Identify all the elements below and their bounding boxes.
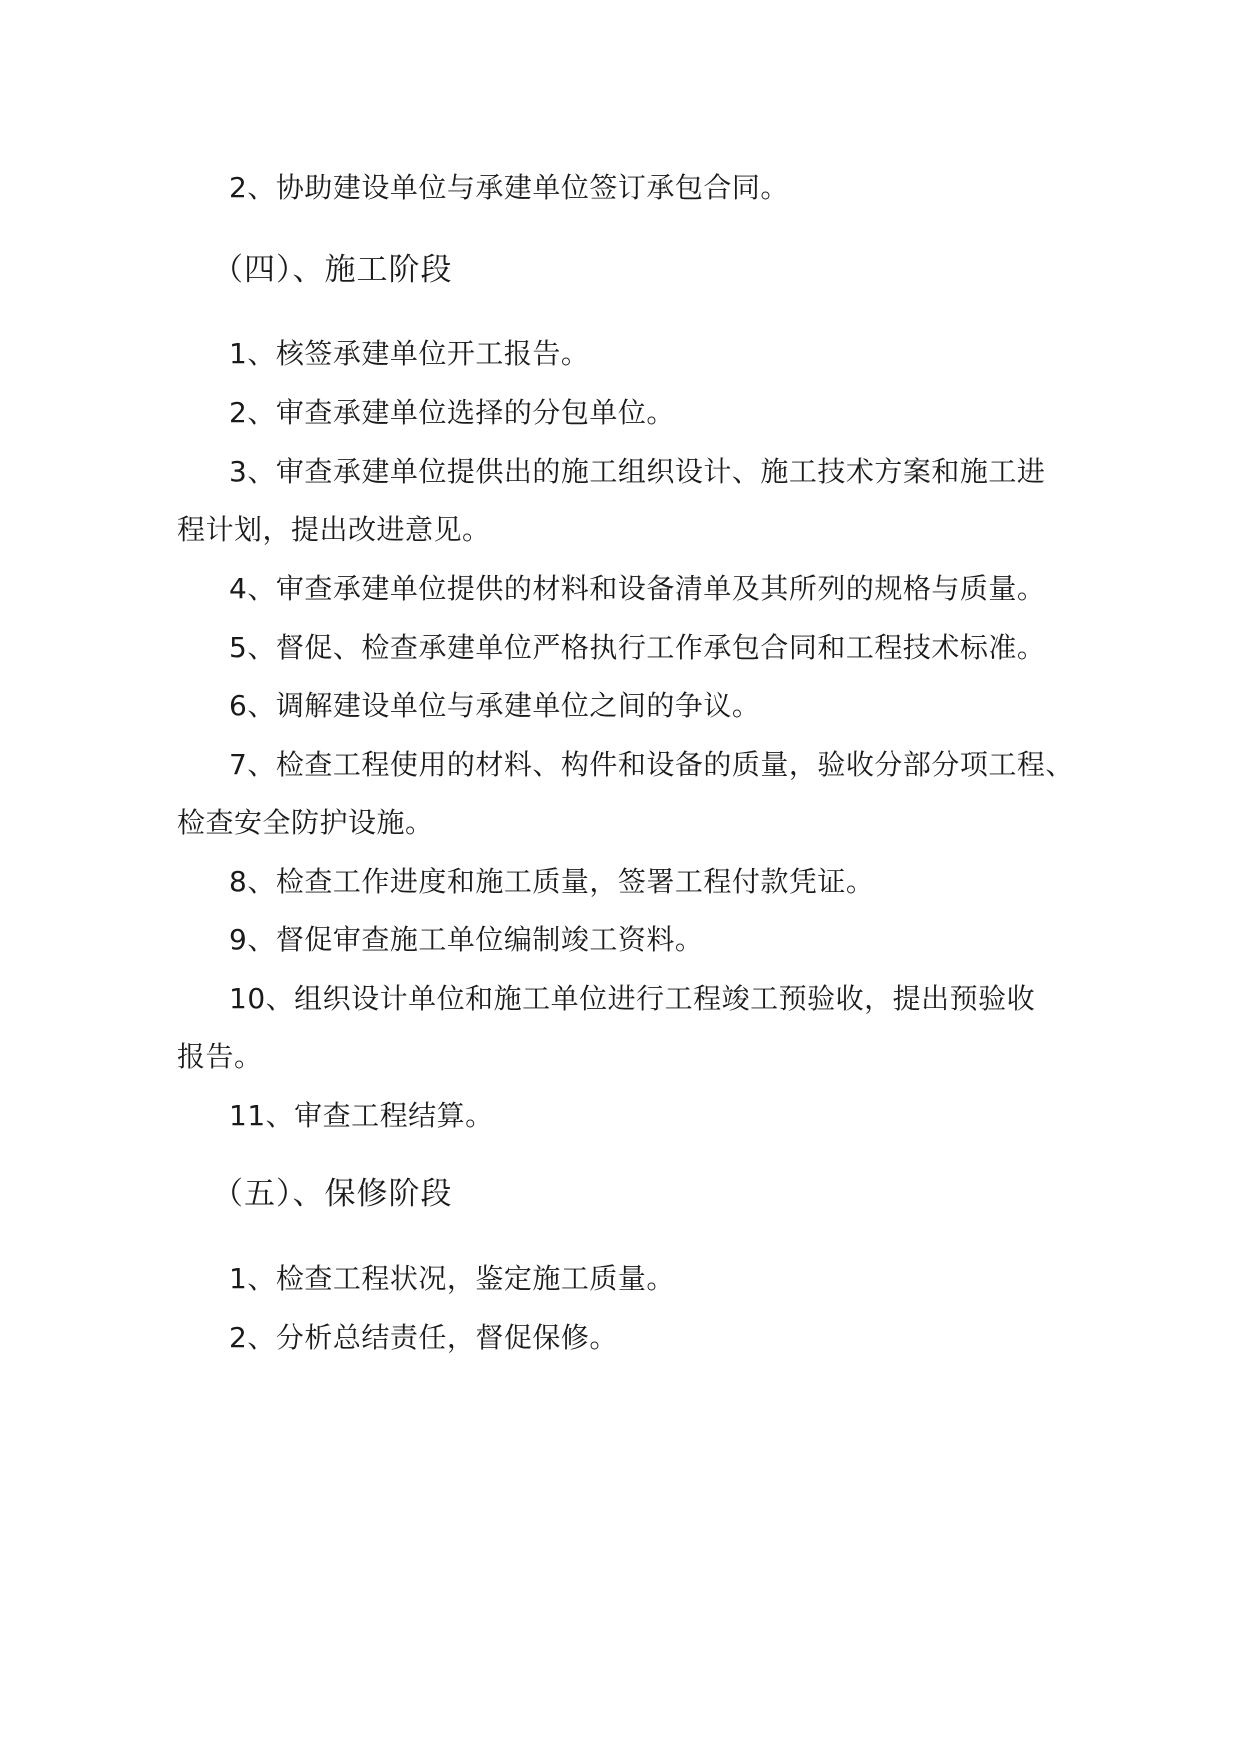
section4-item-8: 8、检查工作进度和施工质量，签署工程付款凭证。 bbox=[229, 865, 875, 898]
section5-item-2: 2、分析总结责任，督促保修。 bbox=[229, 1321, 618, 1354]
section4-item-7-cont: 检查安全防护设施。 bbox=[177, 806, 434, 839]
section5-heading: （五）、保修阶段 bbox=[212, 1176, 453, 1212]
section4-item-10: 10、组织设计单位和施工单位进行工程竣工预验收，提出预验收 bbox=[229, 982, 1036, 1015]
section4-item-4: 4、审查承建单位提供的材料和设备清单及其所列的规格与质量。 bbox=[229, 572, 1046, 605]
section4-heading: （四）、施工阶段 bbox=[212, 252, 453, 288]
section4-item-3-cont: 程计划，提出改进意见。 bbox=[177, 513, 491, 546]
section3-item-2: 2、协助建设单位与承建单位签订承包合同。 bbox=[229, 171, 789, 204]
section4-item-3: 3、审查承建单位提供出的施工组织设计、施工技术方案和施工进 bbox=[229, 455, 1046, 488]
section4-item-10-cont: 报告。 bbox=[177, 1040, 263, 1073]
section4-item-11: 11、审查工程结算。 bbox=[229, 1099, 494, 1132]
section4-item-9: 9、督促审查施工单位编制竣工资料。 bbox=[229, 923, 704, 956]
section4-item-6: 6、调解建设单位与承建单位之间的争议。 bbox=[229, 689, 761, 722]
section4-item-7: 7、检查工程使用的材料、构件和设备的质量，验收分部分项工程、 bbox=[229, 748, 1074, 781]
section4-item-1: 1、核签承建单位开工报告。 bbox=[229, 337, 590, 370]
section4-item-5: 5、督促、检查承建单位严格执行工作承包合同和工程技术标准。 bbox=[229, 631, 1046, 664]
section5-item-1: 1、检查工程状况，鉴定施工质量。 bbox=[229, 1262, 675, 1295]
section4-item-2: 2、审查承建单位选择的分包单位。 bbox=[229, 396, 675, 429]
